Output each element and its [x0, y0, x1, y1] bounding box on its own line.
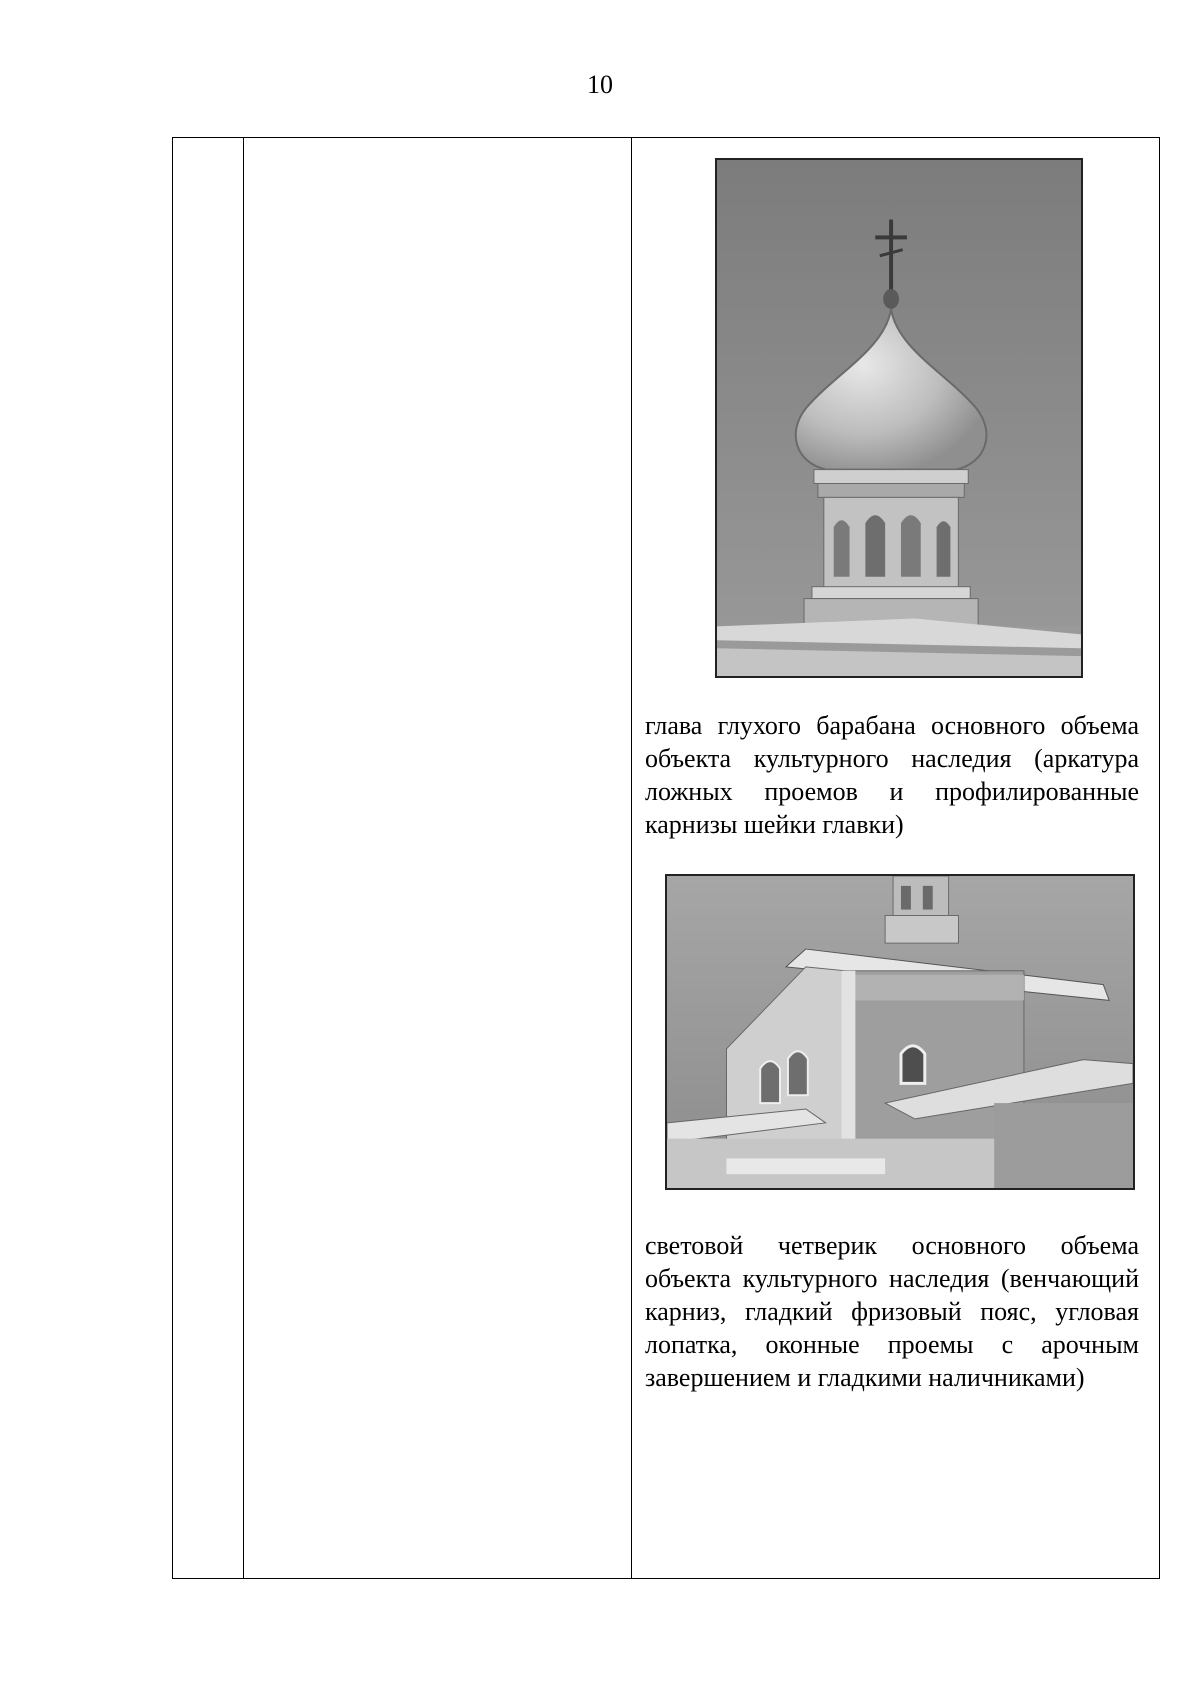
table-cell-number	[173, 138, 243, 1578]
church-dome-image	[717, 160, 1081, 676]
photo-caption: глава глухого барабана основного объема объекта культурного наследия (аркатура ложных проемов и профилированные карнизы шейки главки)	[645, 711, 1139, 839]
column-divider	[243, 138, 244, 1578]
table-cell-description	[245, 138, 631, 1578]
photo-caption: световой четверик основного объема объекта культурного наследия (венчающий карниз, гладкий фризовый пояс, угловая лопатка, оконные проемы с арочным завершением и гладкими наличниками)	[645, 1231, 1139, 1392]
table-cell-photos	[633, 138, 1159, 1578]
document-table	[172, 137, 1160, 1579]
page-number: 10	[587, 70, 613, 99]
church-dome-photo	[715, 158, 1083, 678]
column-divider	[631, 138, 632, 1578]
church-chetverik-image	[667, 876, 1133, 1188]
church-chetverik-photo	[665, 874, 1135, 1190]
